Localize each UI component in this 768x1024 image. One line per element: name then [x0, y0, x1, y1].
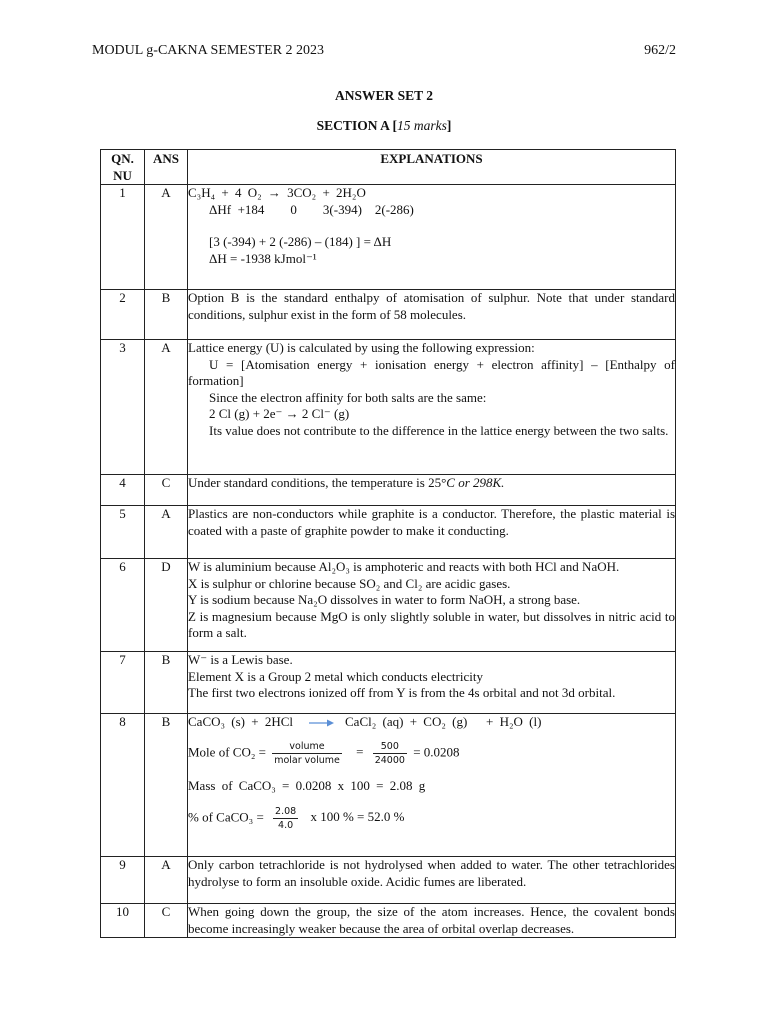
explanation-line: Z is magnesium because MgO is only slightly soluble in water, but dissolves in nitric acid to form a salt.: [188, 608, 675, 640]
table-row: [101, 904, 676, 938]
enthalpy-line: ΔHf +184 0 3(-394) 2(-286): [209, 201, 414, 217]
explanation-line: Lattice energy (U) is calculated by using the following expression:: [188, 340, 535, 355]
row-explanation: Only carbon tetrachloride is not hydrolysed when added to water. The other tetrachlorides hydrolyse to form an insoluble oxide. Acidic fumes are liberated.: [188, 857, 676, 904]
row-number: 9: [101, 857, 145, 904]
section-close: ]: [446, 118, 452, 133]
row-number: 5: [101, 506, 145, 559]
section-marks: 15 marks: [396, 118, 447, 133]
equation-line: 2 Cl (g) + 2e⁻ → 2 Cl⁻ (g): [209, 406, 350, 421]
mole-label: Mole of CO₂ =: [188, 743, 266, 759]
percentage-result: x 100 % = 52.0 %: [310, 809, 405, 825]
equation-reactants: CaCO₃ (s) + 2HCl: [188, 714, 294, 729]
row-explanation: [188, 714, 676, 857]
equation-line: [188, 714, 675, 731]
header-ans: ANS: [145, 150, 188, 185]
fraction-numerator: 2.08: [275, 806, 297, 817]
row-answer: D: [145, 559, 188, 652]
explanation-line: The first two electrons ionized off from Y is from the 4s orbital and not 3d orbital.: [188, 685, 616, 700]
header-qn-line2: NU: [113, 167, 132, 183]
explanation-line: Since the electron affinity for both salts are the same:: [209, 389, 487, 405]
row-explanation: [188, 185, 676, 290]
percentage-label: % of CaCO₃ =: [188, 809, 264, 825]
row-answer: B: [145, 290, 188, 340]
equation-products: CaCl₂ (aq) + CO₂ (g) + H₂O (l): [345, 714, 542, 729]
mass-calculation: Mass of CaCO₃ = 0.0208 x 100 = 2.08 g: [188, 777, 426, 793]
header-left: MODUL g-CAKNA SEMESTER 2 2023: [92, 43, 325, 58]
row-number: 7: [101, 652, 145, 714]
row-answer: A: [145, 857, 188, 904]
row-explanation: Plastics are non-conductors while graphite is a conductor. Therefore, the plastic material is coated with a paste of graphite powder to make it conducting.: [188, 506, 676, 559]
row-number: 1: [101, 185, 145, 290]
explanation-line: X is sulphur or chlorine because SO₂ and Cl₂ are acidic gases.: [188, 575, 511, 591]
explanation-text: Under standard conditions, the temperature is 25°: [188, 475, 447, 490]
header-right: 962/2: [644, 43, 676, 58]
table-row: [101, 506, 676, 559]
table-row: [101, 290, 676, 340]
explanation-line: Y is sodium because Na₂O dissolves in water to form NaOH, a strong base.: [188, 592, 581, 607]
row-number: 2: [101, 290, 145, 340]
row-answer: A: [145, 506, 188, 559]
percentage-calculation: [188, 805, 675, 832]
row-explanation: When going down the group, the size of the atom increases. Hence, the covalent bonds become increasingly weaker because the area of orbital overlap decreases.: [188, 904, 675, 936]
fraction-numerator: volume: [272, 740, 342, 754]
row-number: 6: [101, 559, 145, 652]
row-answer: A: [145, 340, 188, 475]
table-row: [101, 714, 676, 857]
mole-result: = 0.0208: [413, 743, 460, 759]
header-qn-line1: QN.: [111, 151, 134, 166]
table-row: [101, 475, 676, 506]
row-explanation: [188, 475, 676, 506]
fraction-volume: [272, 740, 342, 767]
table-row: [101, 559, 676, 652]
mole-calculation: Mole of CO₂ = $\frac{\text{volume}}{\text{molar volume}}$ = $\frac{500}{24000}$ = 0.0208: [188, 740, 460, 766]
table-row: [101, 340, 676, 475]
row-answer: C: [145, 475, 188, 506]
row-number: 4: [101, 475, 145, 506]
fraction-denominator: molar volume: [274, 754, 340, 766]
reaction-arrow-icon: [309, 718, 335, 728]
row-explanation: [188, 340, 676, 475]
fraction-denominator: 4.0: [278, 820, 294, 831]
header-explanations: EXPLANATIONS: [188, 150, 676, 185]
header-qn: [101, 150, 145, 185]
row-number: 8: [101, 714, 145, 857]
table-row: [101, 857, 676, 904]
table-row: [101, 652, 676, 714]
row-explanation: [188, 652, 676, 714]
answer-table: [100, 149, 676, 938]
row-explanation: Option B is the standard enthalpy of atomisation of sulphur. Note that under standard conditions, sulphur exist in the form of 58 molecules.: [188, 290, 676, 340]
row-explanation: [188, 559, 676, 652]
row-answer: C: [145, 904, 188, 938]
section-label: SECTION A [: [316, 118, 397, 133]
explanation-line: Element X is a Group 2 metal which conducts electricity: [188, 668, 483, 684]
fraction-denominator: 24000: [374, 754, 405, 766]
explanation-line: U = [Atomisation energy + ionisation energy + electron affinity] – [Enthalpy of formation]: [188, 356, 675, 388]
fraction-percentage: [273, 805, 298, 832]
section-heading: [0, 118, 768, 134]
calculation-line-2: ΔH = -1938 kJmol⁻¹: [209, 250, 317, 266]
table-row: [101, 185, 676, 290]
calculation-line-1: [3 (-394) + 2 (-286) – (184) ] = ΔH: [209, 234, 392, 249]
row-answer: B: [145, 714, 188, 857]
table-header-row: [101, 150, 676, 185]
row-answer: B: [145, 652, 188, 714]
fraction-values: [373, 740, 407, 767]
row-number: 10: [101, 904, 145, 938]
fraction-numerator: 500: [373, 740, 407, 754]
equation-line: C₃H₄ + 4 O₂ → 3CO₂ + 2H₂O: [188, 185, 366, 200]
explanation-line: W⁻ is a Lewis base.: [188, 652, 293, 667]
explanation-line: W is aluminium because Al₂O₃ is amphoteric and reacts with both HCl and NaOH.: [188, 559, 620, 574]
row-number: 3: [101, 340, 145, 475]
explanation-line: Its value does not contribute to the difference in the lattice energy between the two salts.: [209, 422, 669, 438]
page-title: ANSWER SET 2: [334, 88, 434, 103]
explanation-italic: C or 298K.: [446, 475, 505, 490]
row-answer: A: [145, 185, 188, 290]
